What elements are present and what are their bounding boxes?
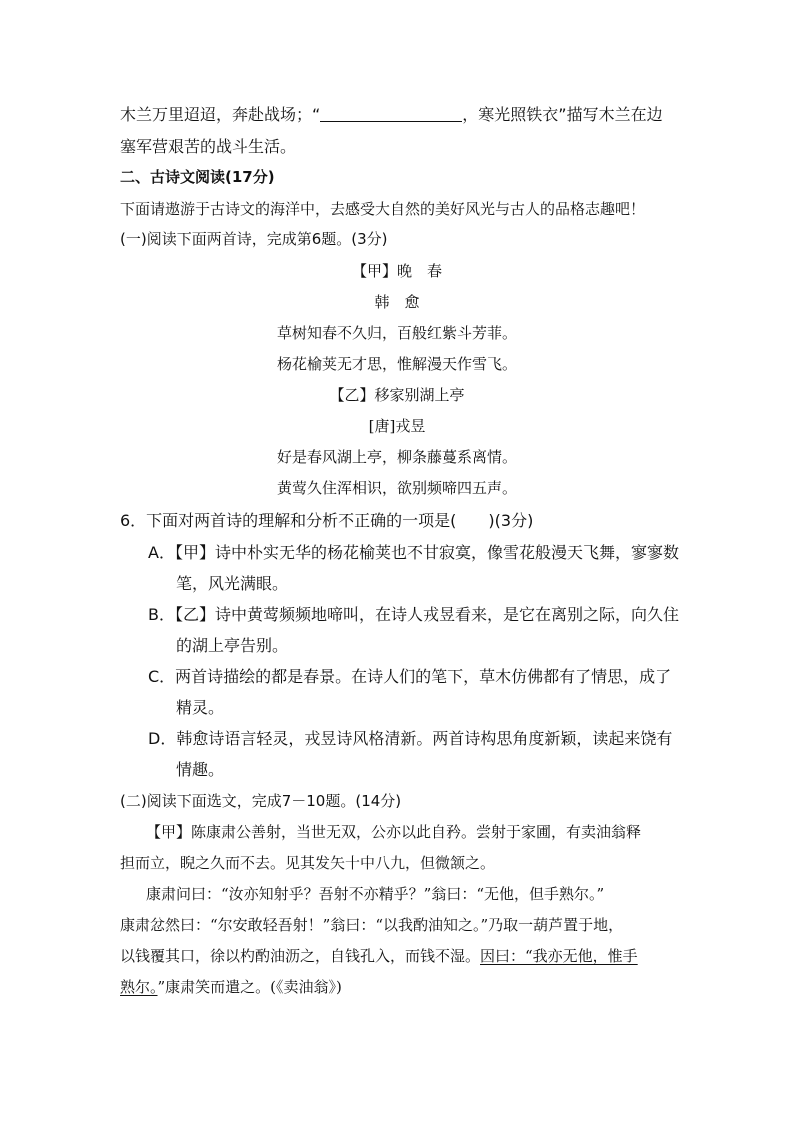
poem-b-author: [唐]戎昱 [368, 417, 426, 435]
poem-a-author: 韩 愈 [374, 293, 420, 311]
passage-para-1-line-2: 担而立，睨之久而不去。见其发矢十中八九，但微颔之。 [120, 854, 496, 872]
passage-para-2-line-3 [120, 945, 638, 966]
passage-para-2-line-4 [120, 976, 342, 997]
intro-text-a: 木兰万里迢迢，奔赴战场；“ [120, 105, 321, 124]
underlined-sentence: 因曰：“我亦无他，惟手 [480, 947, 638, 965]
question-6-stem: 6．下面对两首诗的理解和分析不正确的一项是( )(3分) [120, 511, 534, 530]
section-intro: 下面请遨游于古诗文的海洋中，去感受大自然的美好风光与古人的品格志趣吧！ [120, 200, 646, 218]
option-c-line-1[interactable]: C．两首诗描绘的都是春景。在诗人们的笔下，草木仿佛都有了情思，成了 [148, 667, 672, 686]
option-b-line-1[interactable]: B．【乙】诗中黄莺频频地啼叫，在诗人戎昱看来，是它在离别之际，向久住 [148, 605, 679, 624]
underlined-sentence-end: 熟尔。 [120, 978, 158, 996]
poem-b-title: 【乙】移家别湖上亭 [329, 386, 465, 404]
passage-text-end: ”康肃笑而遣之。(《卖油翁》) [157, 978, 342, 996]
passage-text: 以钱覆其口，徐以杓酌油沥之，自钱孔入，而钱不湿。 [120, 947, 481, 965]
option-d-line-1[interactable]: D．韩愈诗语言轻灵，戎昱诗风格清新。两首诗构思角度新颖，读起来饶有 [148, 729, 673, 748]
poem-a-line-1: 草树知春不久归，百般红紫斗芳菲。 [276, 324, 517, 342]
passage-para-2-line-2: 康肃忿然曰：“尔安敢轻吾射！”翁曰：“以我酌油知之。”乃取一葫芦置于地， [120, 916, 624, 934]
option-b-line-2: 的湖上亭告别。 [176, 636, 289, 655]
section-heading: 二、古诗文阅读(17分) [120, 168, 275, 186]
fill-blank[interactable] [320, 107, 462, 122]
poem-a-title: 【甲】晚 春 [351, 262, 442, 280]
intro-line-2: 塞军营艰苦的战斗生活。 [120, 137, 297, 156]
part1-instruction: (一)阅读下面两首诗，完成第6题。(3分) [120, 230, 388, 248]
passage-para-1-line-1: 【甲】陈康肃公善射，当世无双，公亦以此自矜。尝射于家圃，有卖油翁释 [146, 823, 642, 841]
poem-b-line-2: 黄莺久住浑相识，欲别频啼四五声。 [276, 479, 517, 497]
part2-instruction: (二)阅读下面选文，完成7－10题。(14分) [120, 792, 402, 810]
option-c-line-2: 精灵。 [176, 698, 225, 717]
option-d-line-2: 情趣。 [176, 760, 225, 779]
option-a-line-1[interactable]: A．【甲】诗中朴实无华的杨花榆荚也不甘寂寞，像雪花般漫天飞舞，寥寥数 [148, 543, 679, 562]
intro-line-1 [120, 102, 663, 125]
poem-b-line-1: 好是春风湖上亭，柳条藤蔓系离情。 [276, 448, 517, 466]
option-a-line-2: 笔，风光满眼。 [176, 574, 289, 593]
poem-a-line-2: 杨花榆荚无才思，惟解漫天作雪飞。 [276, 355, 517, 373]
passage-para-2-line-1: 康肃问曰：“汝亦知射乎？吾射不亦精乎？”翁曰：“无他，但手熟尔。” [146, 885, 605, 903]
intro-text-b: ，寒光照铁衣”描写木兰在边 [462, 105, 663, 124]
